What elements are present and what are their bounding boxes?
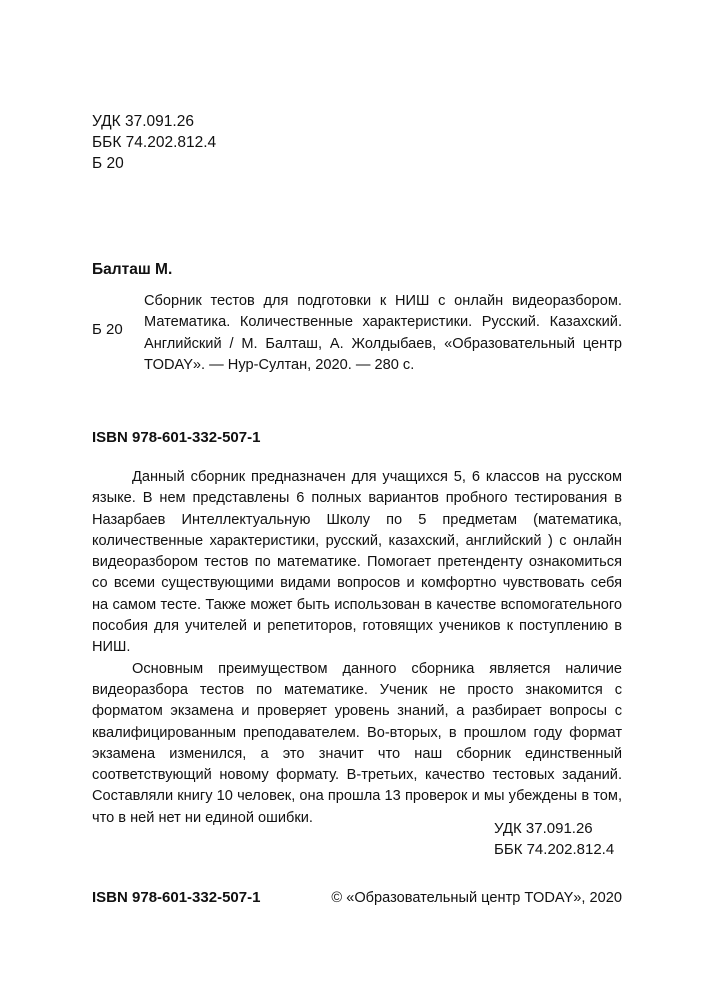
bbk-code: ББК 74.202.812.4 bbox=[92, 134, 217, 151]
author-index-mark: Б 20 bbox=[92, 321, 123, 338]
annotation-paragraph: Основным преимуществом данного сборника является наличие видеоразбора тестов по математике. Ученик не просто знакомится с форматом экзамена и проверяет уровень знаний, а разбирает вопросы с квалифицированным преподавателем. Во-вторых, в прошлом году формат экзамена изменился, а это значит что наш сборник единственный соответствующий новому формату. В-третьих, качество тестовых заданий. Составляли книгу 10 человек, она прошла 13 проверок и мы убеждены в том, что в ней нет ни единой ошибки. bbox=[92, 660, 622, 826]
author-mark: Б 20 bbox=[92, 155, 124, 172]
isbn-footer: ISBN 978-601-332-507-1 bbox=[92, 889, 261, 906]
annotation-paragraph: Данный сборник предназначен для учащихся 5, 6 классов на русском языке. В нем представлены 6 полных вариантов пробного тестирования в Назарбаев Интеллектуальную Школу по 5 предметам (математика, количественные характеристики, русский, казахский, английский ) с онлайн видеоразбором тестов по математике. Помогает претенденту ознакомиться со всеми существующими видами вопросов и комфортно чувствовать себя на самом тесте. Также может быть использован в качестве вспомогательного пособия для учителей и репетиторов, готовящих учеников к поступлению в НИШ. bbox=[92, 469, 622, 656]
isbn: ISBN 978-601-332-507-1 bbox=[92, 429, 261, 446]
udk-code: УДК 37.091.26 bbox=[494, 820, 593, 837]
author-name: Балташ М. bbox=[92, 261, 173, 278]
bibliographic-description: Сборник тестов для подготовки к НИШ с онлайн видеоразбором. Математика. Количественные характеристики. Русский. Казахский. Английский / М. Балташ, А. Жолдыбаев, «Образовательный центр TODAY». — Нур-Султан, 2020. — 280 с. bbox=[144, 293, 622, 373]
copyright-notice: © «Образовательный центр TODAY», 2020 bbox=[331, 890, 622, 906]
classification-codes-top bbox=[92, 111, 216, 174]
annotation bbox=[92, 467, 622, 829]
udk-code: УДК 37.091.26 bbox=[92, 113, 194, 130]
classification-codes-bottom bbox=[494, 818, 614, 860]
bbk-code: ББК 74.202.812.4 bbox=[494, 841, 615, 858]
